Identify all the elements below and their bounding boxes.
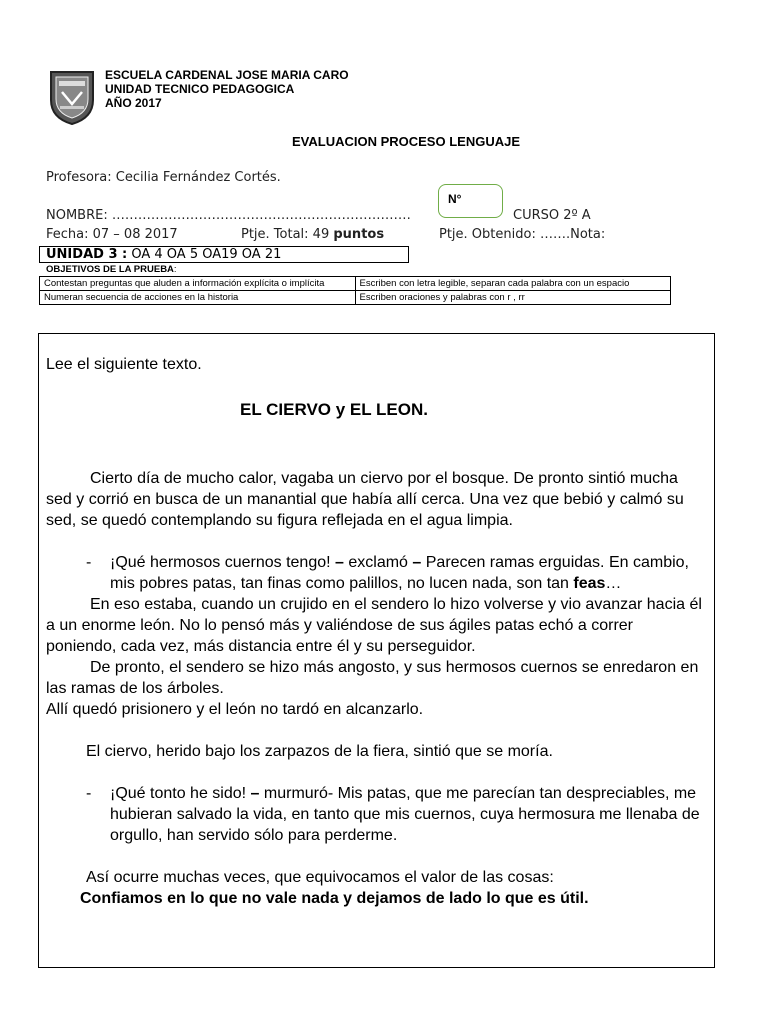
course-label: CURSO 2º A	[513, 208, 591, 223]
objectives-table	[39, 276, 671, 305]
objective-cell: Escriben oraciones y palabras con r , rr	[355, 291, 671, 305]
points-label: puntos	[333, 227, 385, 242]
date-label: Fecha: 07 – 08 2017	[46, 227, 178, 242]
story-body	[46, 468, 706, 909]
story-moral: Confiamos en lo que no vale nada y dejamos de lado lo que es útil.	[80, 890, 589, 907]
table-row	[40, 277, 671, 291]
objective-cell: Numeran secuencia de acciones en la historia	[40, 291, 356, 305]
teacher-name: Profesora: Cecilia Fernández Cortés.	[46, 170, 281, 185]
number-field[interactable]	[438, 184, 503, 218]
unit-oas: OA 4 OA 5 OA19 OA 21	[127, 247, 282, 262]
school-crest-icon	[47, 68, 97, 126]
dialogue-2: - ¡Qué tonto he sido! – murmuró- Mis patas, que me parecían tan despreciables, me hubieran salvado la vida, en tanto que mis cuernos, cuya hermosura me llenaba de orgullo, han servido sólo para perderme.	[86, 785, 700, 844]
unit-label: UNIDAD 3 :	[46, 247, 128, 262]
school-header	[105, 68, 349, 110]
objective-cell: Contestan preguntas que aluden a información explícita o implícita	[40, 277, 356, 291]
school-year: AÑO 2017	[105, 96, 162, 110]
evaluation-title: EVALUACION PROCESO LENGUAJE	[291, 134, 520, 149]
unit-name: UNIDAD TECNICO PEDAGOGICA	[105, 82, 295, 96]
story-paragraph-5: El ciervo, herido bajo los zarpazos de la fiera, sintió que se moría.	[86, 743, 553, 760]
story-paragraph-6: Así ocurre muchas veces, que equivocamos el valor de las cosas:	[86, 869, 554, 886]
story-paragraph-1: Cierto día de mucho calor, vagaba un ciervo por el bosque. De pronto sintió mucha sed y corrió en busca de un manantial que había allí cerca. Una vez que bebió y calmó su sed, se quedó contemplando su figura reflejada en el agua limpia.	[46, 470, 684, 529]
objective-cell: Escriben con letra legible, separan cada palabra con un espacio	[355, 277, 671, 291]
table-row	[40, 291, 671, 305]
name-field[interactable]: NOMBRE: ……………………………………………………………	[46, 208, 411, 223]
story-paragraph-2: En eso estaba, cuando un crujido en el sendero lo hizo volverse y vio avanzar hacia él a un enorme león. No lo pensó más y valiéndose de sus ágiles patas echó a correr poniendo, cada vez, más distancia entre él y su perseguidor.	[46, 596, 702, 655]
story-paragraph-4: Allí quedó prisionero y el león no tardó en alcanzarlo.	[46, 701, 424, 718]
obtained-score-field[interactable]: Ptje. Obtenido: …….Nota:	[439, 227, 606, 242]
total-score-label: Ptje. Total: 49 puntos	[241, 227, 385, 242]
unit-box	[39, 246, 409, 263]
objectives-label: OBJETIVOS DE LA PRUEBA:	[46, 264, 177, 275]
story-title: EL CIERVO y EL LEON.	[240, 400, 428, 419]
number-label: N°	[448, 192, 462, 206]
dialogue-1: - ¡Qué hermosos cuernos tengo! – exclamó – Parecen ramas erguidas. En cambio, mis pobres patas, tan finas como palillos, no lucen nada, son tan feas…	[86, 554, 689, 592]
story-paragraph-3: De pronto, el sendero se hizo más angosto, y sus hermosos cuernos se enredaron en las ramas de los árboles.	[46, 659, 699, 697]
story-intro: Lee el siguiente texto.	[46, 356, 202, 373]
school-name: ESCUELA CARDENAL JOSE MARIA CARO	[105, 68, 349, 82]
